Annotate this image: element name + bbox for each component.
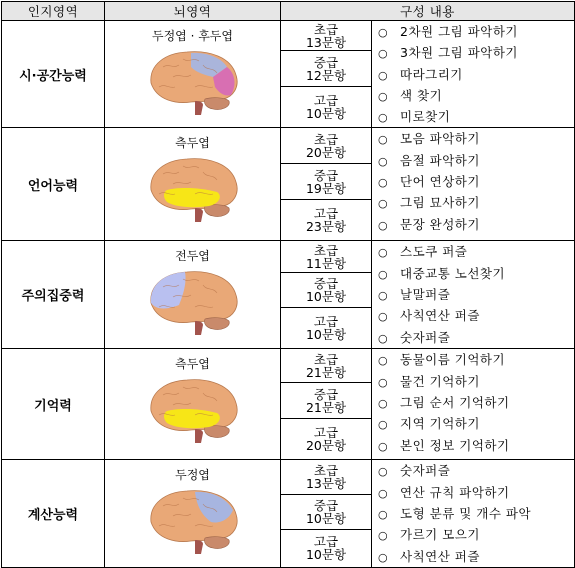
level-count: 12문항 <box>305 67 347 83</box>
level-name: 초급 <box>313 21 339 37</box>
circle-bullet-icon: ○ <box>378 47 389 61</box>
circle-bullet-icon: ○ <box>378 89 389 103</box>
level-count: 21문항 <box>305 364 347 380</box>
content-item-list <box>372 128 574 234</box>
list-item <box>378 150 574 171</box>
brain-lobe-label: 측두엽 <box>175 136 210 151</box>
list-item <box>378 64 574 85</box>
table-row <box>2 460 575 494</box>
content-item-text: 사칙연산 퍼즐 <box>400 548 480 564</box>
content-items-cell <box>372 21 575 128</box>
content-item-text: 지역 기억하기 <box>400 416 480 432</box>
circle-bullet-icon: ○ <box>378 267 389 281</box>
content-item-list <box>372 349 574 455</box>
content-item-text: 대중교통 노선찾기 <box>400 265 506 281</box>
level-count: 23문항 <box>305 219 347 235</box>
brain-stem-shape <box>195 540 203 554</box>
content-item-list <box>372 241 574 347</box>
cognitive-area-label: 시·공간능력 <box>2 21 105 128</box>
temporal-region <box>164 409 220 428</box>
level-cell <box>281 164 372 200</box>
brain-illustration-icon <box>143 267 243 337</box>
circle-bullet-icon: ○ <box>378 331 389 345</box>
level-name: 고급 <box>313 314 339 330</box>
list-item <box>378 305 574 326</box>
content-item-text: 모음 파악하기 <box>400 131 480 147</box>
cerebellum-shape <box>204 98 229 110</box>
circle-bullet-icon: ○ <box>378 550 389 564</box>
level-count: 13문항 <box>305 476 347 492</box>
circle-bullet-icon: ○ <box>378 133 389 147</box>
content-item-text: 사칙연산 퍼즐 <box>400 308 480 324</box>
content-items-cell <box>372 460 575 567</box>
list-item <box>378 171 574 192</box>
content-item-text: 숫자퍼즐 <box>400 463 451 479</box>
brain-stem-shape <box>195 429 203 443</box>
content-items-cell <box>372 349 575 460</box>
content-item-text: 동물이름 기억하기 <box>400 352 506 368</box>
circle-bullet-icon: ○ <box>378 310 389 324</box>
level-cell <box>281 86 372 128</box>
circle-bullet-icon: ○ <box>378 508 389 522</box>
brain-stem-shape <box>195 208 203 222</box>
header-area: 인지영역 <box>2 2 105 21</box>
content-item-text: 색 찾기 <box>400 87 443 103</box>
cognitive-area-label: 기억력 <box>2 349 105 460</box>
brain-region-cell <box>105 349 281 460</box>
brain-region-cell <box>105 241 281 349</box>
circle-bullet-icon: ○ <box>378 197 389 211</box>
level-cell <box>281 308 372 349</box>
content-item-list <box>372 460 574 566</box>
level-cell <box>281 200 372 241</box>
content-item-text: 스도쿠 퍼즐 <box>400 244 468 260</box>
circle-bullet-icon: ○ <box>378 154 389 168</box>
brain-lobe-label: 두정엽 · 후두엽 <box>152 29 233 43</box>
list-item <box>378 413 574 434</box>
level-count: 10문항 <box>305 327 347 343</box>
list-item <box>378 128 574 149</box>
level-count: 19문항 <box>305 180 347 196</box>
brain-illustration-icon <box>143 375 243 445</box>
circle-bullet-icon: ○ <box>378 529 389 543</box>
circle-bullet-icon: ○ <box>378 418 389 432</box>
cerebellum-shape <box>204 426 229 438</box>
cognitive-area-label: 주의집중력 <box>2 241 105 349</box>
content-item-text: 가르기 모으기 <box>400 527 480 543</box>
list-item <box>378 85 574 106</box>
list-item <box>378 192 574 213</box>
circle-bullet-icon: ○ <box>378 289 389 303</box>
content-item-text: 2차원 그림 파악하기 <box>400 24 518 39</box>
content-item-text: 3차원 그림 파악하기 <box>400 45 518 61</box>
level-name: 고급 <box>313 425 339 441</box>
content-items-cell <box>372 128 575 241</box>
content-items-cell <box>372 241 575 349</box>
list-item <box>378 435 574 456</box>
level-name: 중급 <box>313 167 339 183</box>
circle-bullet-icon: ○ <box>378 486 389 500</box>
cerebellum-shape <box>204 537 229 549</box>
list-item <box>378 349 574 370</box>
header-row <box>2 2 575 21</box>
circle-bullet-icon: ○ <box>378 68 389 82</box>
circle-bullet-icon: ○ <box>378 218 389 232</box>
level-name: 초급 <box>313 242 339 258</box>
list-item <box>378 284 574 305</box>
content-item-text: 도형 분류 및 개수 파악 <box>400 506 532 522</box>
level-name: 중급 <box>313 386 339 402</box>
level-cell <box>281 349 372 383</box>
brain-illustration-icon <box>143 486 243 556</box>
content-item-text: 문장 완성하기 <box>400 216 480 232</box>
circle-bullet-icon: ○ <box>378 246 389 260</box>
brain-lobe-label: 전두엽 <box>175 249 210 264</box>
brain-illustration-icon <box>143 47 243 117</box>
circle-bullet-icon: ○ <box>378 354 389 368</box>
level-count: 13문항 <box>305 34 347 50</box>
circle-bullet-icon: ○ <box>378 397 389 411</box>
level-cell <box>281 383 372 419</box>
level-name: 초급 <box>313 463 339 479</box>
circle-bullet-icon: ○ <box>378 439 389 453</box>
level-cell <box>281 529 372 567</box>
level-count: 11문항 <box>305 255 347 271</box>
list-item <box>378 460 574 481</box>
level-name: 중급 <box>313 54 339 70</box>
circle-bullet-icon: ○ <box>378 375 389 389</box>
list-item <box>378 106 574 127</box>
list-item <box>378 21 574 42</box>
content-item-text: 음절 파악하기 <box>400 152 480 168</box>
cerebellum-shape <box>204 205 229 217</box>
list-item <box>378 263 574 284</box>
level-count: 20문항 <box>305 438 347 454</box>
list-item <box>378 546 574 567</box>
cerebellum-shape <box>204 318 229 330</box>
level-cell <box>281 128 372 164</box>
level-cell <box>281 419 372 460</box>
content-item-text: 그림 순서 기억하기 <box>400 395 510 411</box>
content-item-text: 숫자퍼즐 <box>400 329 451 345</box>
level-count: 21문항 <box>305 399 347 415</box>
content-item-text: 물건 기억하기 <box>400 373 480 389</box>
list-item <box>378 42 574 63</box>
content-item-text: 연산 규칙 파악하기 <box>400 484 510 500</box>
level-cell <box>281 241 372 273</box>
header-content: 구성 내용 <box>281 2 575 21</box>
level-name: 고급 <box>313 206 339 222</box>
temporal-region <box>164 188 220 207</box>
level-count: 10문항 <box>305 106 347 122</box>
list-item <box>378 503 574 524</box>
cognitive-area-label: 계산능력 <box>2 460 105 567</box>
content-item-list <box>372 21 574 127</box>
circle-bullet-icon: ○ <box>378 111 389 125</box>
level-cell <box>281 273 372 308</box>
cognitive-area-label: 언어능력 <box>2 128 105 241</box>
brain-region-cell <box>105 21 281 128</box>
list-item <box>378 371 574 392</box>
table-row <box>2 21 575 51</box>
list-item <box>378 524 574 545</box>
level-count: 10문항 <box>305 510 347 526</box>
brain-region-cell <box>105 128 281 241</box>
content-item-text: 날말퍼즐 <box>400 287 451 303</box>
list-item <box>378 482 574 503</box>
table-row <box>2 128 575 164</box>
level-name: 중급 <box>313 497 339 513</box>
level-cell <box>281 494 372 529</box>
level-name: 고급 <box>313 534 339 550</box>
header-brain: 뇌영역 <box>105 2 281 21</box>
list-item <box>378 214 574 235</box>
cognitive-domain-table <box>1 1 575 568</box>
table-row <box>2 349 575 383</box>
circle-bullet-icon: ○ <box>378 176 389 190</box>
level-name: 고급 <box>313 93 339 109</box>
table-row <box>2 241 575 273</box>
content-item-text: 그림 묘사하기 <box>400 195 480 211</box>
brain-stem-shape <box>195 321 203 335</box>
level-count: 10문항 <box>305 289 347 305</box>
level-count: 10문항 <box>305 547 347 563</box>
list-item <box>378 327 574 348</box>
content-item-text: 단어 연상하기 <box>400 174 480 190</box>
circle-bullet-icon: ○ <box>378 465 389 479</box>
level-cell <box>281 460 372 494</box>
list-item <box>378 392 574 413</box>
level-name: 중급 <box>313 276 339 292</box>
content-item-text: 따라그리기 <box>400 66 463 82</box>
level-cell <box>281 51 372 86</box>
level-cell <box>281 21 372 51</box>
brain-stem-shape <box>195 101 203 115</box>
level-name: 초급 <box>313 351 339 367</box>
brain-lobe-label: 두정엽 <box>175 468 210 483</box>
circle-bullet-icon: ○ <box>378 26 389 39</box>
level-name: 초급 <box>313 131 339 147</box>
content-item-text: 미로찾기 <box>400 109 451 125</box>
content-item-text: 본인 정보 기억하기 <box>400 437 510 453</box>
level-count: 20문항 <box>305 144 347 160</box>
list-item <box>378 241 574 262</box>
brain-lobe-label: 측두엽 <box>175 357 210 372</box>
brain-illustration-icon <box>143 154 243 224</box>
brain-region-cell <box>105 460 281 567</box>
